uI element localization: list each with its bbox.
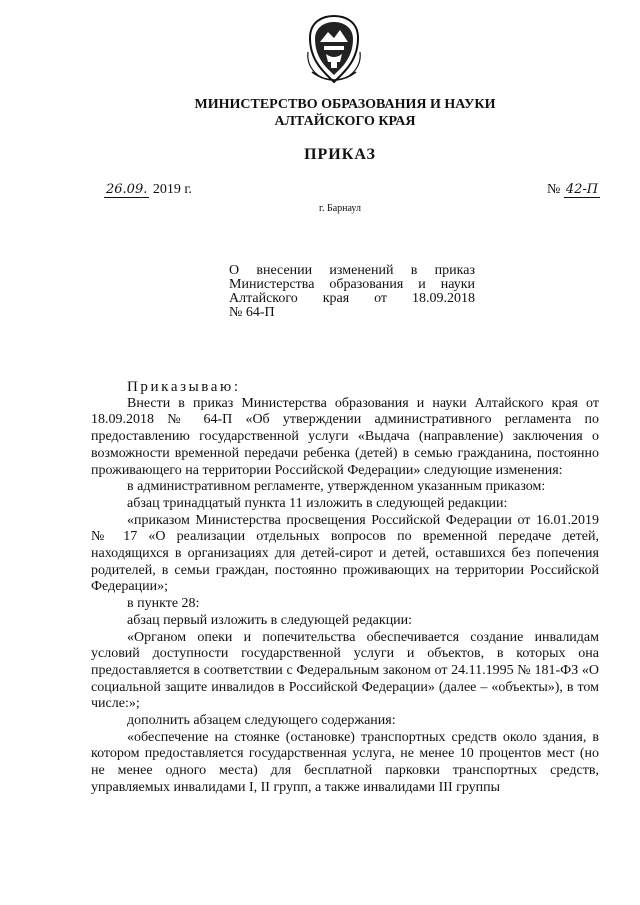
paragraph-2: в административном регламенте, утвержденном указанным приказом: <box>127 479 546 495</box>
coat-of-arms-icon <box>302 12 366 88</box>
paragraph-8: дополнить абзацем следующего содержания: <box>127 713 396 729</box>
city: г. Барнаул <box>319 203 361 214</box>
subject-line-3: Алтайского края от 18.09.2018 <box>229 291 475 306</box>
paragraph-3: абзац тринадцатый пункта 11 изложить в следующей редакции: <box>127 495 508 511</box>
ministry-line-2: АЛТАЙСКОГО КРАЯ <box>274 114 416 129</box>
subject-line-4: № 64-П <box>229 305 275 320</box>
paragraph-6: абзац первый изложить в следующей редакции: <box>127 612 413 628</box>
paragraph-5: в пункте 28: <box>127 596 200 612</box>
ministry-line-1: МИНИСТЕРСТВО ОБРАЗОВАНИЯ И НАУКИ <box>194 97 496 112</box>
subject-line-2: Министерства образования и науки <box>229 277 475 292</box>
number-prefix: № <box>547 182 561 197</box>
handwritten-number: 42-П <box>565 182 599 197</box>
paragraph-7: «Органом опеки и попечительства обеспечивается создание инвалидам условий доступности государственной услуги и объектов, в которых она предоставляется в соответствии с Федеральным законом от 24.11.1995 № 181-ФЗ «О социальной защите инвалидов в Российской Федерации» (далее – «объекты»), в том числе:»; <box>91 629 599 712</box>
order-date <box>104 182 192 198</box>
ministry-name <box>150 96 540 130</box>
order-body <box>91 379 599 797</box>
paragraph-4: «приказом Министерства просвещения Российской Федерации от 16.01.2019 № 17 «О реализации отдельных вопросов по временной передаче детей, находящихся в организациях для детей-сирот и детей, оставшихся без попечения родителей, в семьи граждан, постоянно проживающих на территории Российской Федерации»; <box>91 512 599 595</box>
order-number <box>547 182 600 198</box>
date-year: 2019 г. <box>152 182 193 197</box>
paragraph-1: Внести в приказ Министерства образования и науки Алтайского края от 18.09.2018 № 64-П «Об утверждении административного регламента по предоставлению государственной услуги «Выдача (направление) заключения о возможности временной передачи ребенка (детей) в семью гражданина, постоянно проживающего на территории Российской Федерации» следующие изменения: <box>91 395 599 478</box>
order-subject <box>229 264 475 320</box>
paragraph-9: «обеспечение на стоянке (остановке) транспортных средств около здания, в котором предоставляется государственная услуга, не менее 10 процентов мест (но не менее одного места) для бесплатной парковки транспортных средств, управляемых инвалидами I, II групп, а также инвалидами III группы <box>91 729 599 795</box>
handwritten-date: 26.09. <box>106 182 148 197</box>
subject-line-1: О внесении изменений в приказ <box>229 263 475 278</box>
document-type: ПРИКАЗ <box>304 146 376 163</box>
order-word: Приказываю: <box>127 379 241 395</box>
